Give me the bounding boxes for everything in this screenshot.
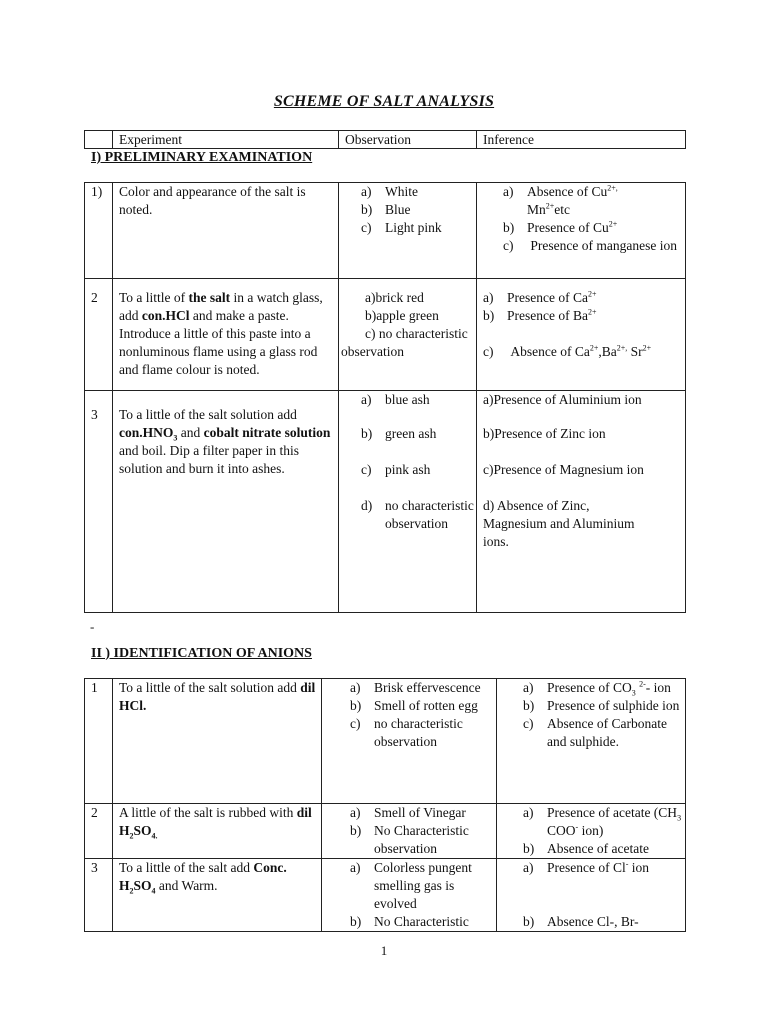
list-item: b) No Characteristic observation: [350, 823, 469, 856]
inference-line: d) Absence of Zinc, Magnesium and Aluminium ions.: [483, 498, 635, 549]
inference-cell: [477, 279, 686, 391]
table-row: [85, 804, 686, 859]
list-item: a) Presence of $CO_3$ $^{2-}$- ion: [523, 679, 671, 698]
observation-cell: [322, 859, 497, 932]
list-item: b) Presence of $Ba^{2+}$: [483, 307, 597, 323]
inference-line: c)Presence of Magnesium ion: [483, 462, 644, 477]
list-item: b) Absence of acetate: [523, 841, 649, 856]
list-item: a) Presence of acetate ($CH_3$ COO- ion): [523, 805, 682, 838]
row-number: 3: [85, 859, 113, 932]
dash-mark: -: [90, 619, 95, 634]
row-number: 1): [85, 183, 113, 279]
inference-line: a)Presence of Aluminium ion: [483, 392, 642, 407]
list-item: a) Absence of $Cu^{2+,}$ $Mn^{2+}etc$: [503, 183, 618, 217]
experiment-text: To a little of the salt in a watch glass, add con.HCl and make a paste. Introduce a little of this paste into a nonluminous flame using a glass rod and flame colour is noted.: [113, 279, 339, 391]
inference-cell: [497, 859, 686, 932]
page-title: SCHEME OF SALT ANALYSIS: [273, 93, 495, 110]
header-num-cell: [85, 131, 113, 149]
list-item: a) Presence of Cl- ion: [523, 859, 650, 875]
list-item: b) Smell of rotten egg: [350, 698, 478, 713]
observation-line: b)apple green: [365, 308, 439, 323]
observation-cell: [339, 391, 477, 613]
header-table: [84, 130, 686, 149]
list-item: a) Presence of $Ca^{2+}$: [483, 289, 597, 305]
table-row: [85, 859, 686, 932]
inference-line: b)Presence of Zinc ion: [483, 426, 606, 441]
list-item: c) no characteristic observation: [350, 716, 463, 749]
experiment-text: To a little of the salt solution add dil HCl.: [113, 679, 322, 804]
header-inference: Inference: [477, 131, 686, 149]
observation-cell: [339, 183, 477, 279]
table-row: [85, 279, 686, 391]
list-item: c) Absence of Carbonate and sulphide.: [523, 716, 667, 749]
list-item: c) Light pink: [361, 220, 442, 235]
table-row: [85, 183, 686, 279]
inference-cell: [497, 804, 686, 859]
list-item: b) green ash: [361, 426, 437, 441]
experiment-text: To a little of the salt solution add $con.HNO_3$ and cobalt nitrate solution and boil. Dip a filter paper in this solution and burn it into ashes.: [113, 391, 339, 613]
row-number: 2: [85, 804, 113, 859]
inference-cell: [497, 679, 686, 804]
page-number: 1: [380, 943, 388, 958]
preliminary-table: [84, 182, 686, 613]
experiment-text: A little of the salt is rubbed with dil $H_2SO_{4.}$: [113, 804, 322, 859]
list-item: b) Presence of sulphide ion: [523, 698, 680, 713]
list-item: c) Absence of $Ca^{2+},Ba^{2+,}$ $Sr^{2+}$: [483, 343, 652, 359]
inference-cell: [477, 183, 686, 279]
header-observation: Observation: [339, 131, 477, 149]
list-item: a) White: [361, 184, 418, 199]
observation-cell: [339, 279, 477, 391]
experiment-text: To a little of the salt add Conc. $H_2SO_4$ and Warm.: [113, 859, 322, 932]
section-heading-preliminary: I) PRELIMINARY EXAMINATION: [91, 150, 313, 165]
observation-line: a)brick red: [365, 290, 424, 305]
inference-cell: [477, 391, 686, 613]
list-item: b) No Characteristic: [350, 914, 469, 929]
row-number: 2: [85, 279, 113, 391]
list-item: a) blue ash: [361, 392, 430, 407]
table-row: [85, 391, 686, 613]
observation-cell: [322, 804, 497, 859]
list-item: a) Brisk effervescence: [350, 680, 481, 695]
row-number: 1: [85, 679, 113, 804]
row-number: 3: [85, 391, 113, 613]
list-item: b) Blue: [361, 202, 411, 217]
observation-line: c) no characteristic observation: [341, 326, 468, 359]
list-item: d) no characteristic observation: [361, 498, 474, 531]
list-item: a) Colorless pungent smelling gas is evolved: [350, 860, 472, 911]
anions-table: [84, 678, 686, 932]
list-item: c) Presence of manganese ion: [503, 238, 677, 253]
list-item: b) Absence Cl-, Br-: [523, 914, 639, 929]
list-item: a) Smell of Vinegar: [350, 805, 466, 820]
table-row: [85, 679, 686, 804]
list-item: c) pink ash: [361, 462, 431, 477]
experiment-text: Color and appearance of the salt is noted.: [113, 183, 339, 279]
observation-cell: [322, 679, 497, 804]
header-experiment: Experiment: [113, 131, 339, 149]
list-item: b) Presence of $Cu^{2+}$: [503, 219, 618, 235]
section-heading-anions: II ) IDENTIFICATION OF ANIONS: [91, 646, 312, 661]
